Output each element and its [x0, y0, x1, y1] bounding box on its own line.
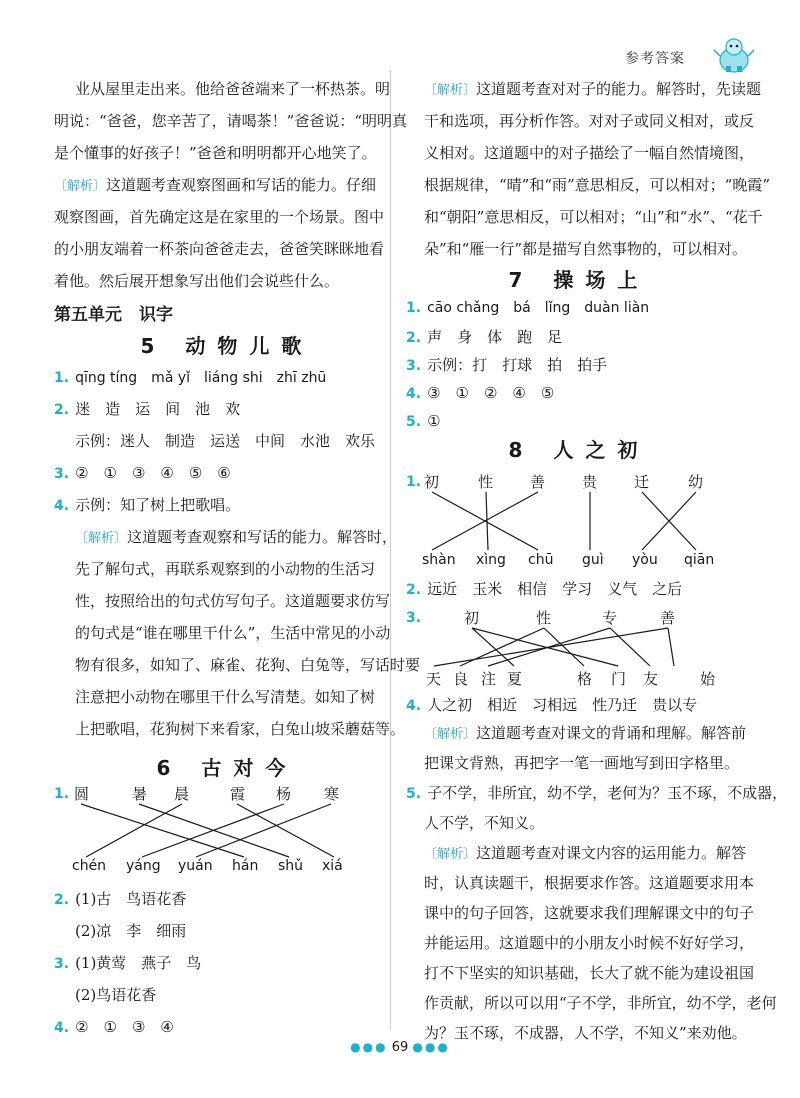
match-top-char: 霞: [230, 785, 246, 803]
intro-line: 是个懂事的好孩子！”爸爸和明明都开心地笑了。: [54, 144, 377, 162]
match-bottom-pinyin: yuán: [178, 858, 213, 874]
answer-line: 2. 远近 玉米 相信 学习 义气 之后: [406, 580, 683, 598]
analysis-paragraph: 〔解析〕这道题考查对课文的背诵和理解。解答前: [424, 724, 747, 742]
match-bottom-char: 门: [611, 670, 627, 688]
lesson-title: 8 人之初: [508, 438, 650, 462]
analysis-line: 先了解句式，再联系观察到的小动物的生活习: [75, 560, 376, 578]
answer-line: 2. 声 身 体 跑 足: [406, 328, 563, 346]
analysis-line: 时，认真读题干，根据要求作答。这道题要求用本: [424, 874, 755, 892]
analysis-line: 并能运用。这道题中的小朋友小时候不好好学习，: [424, 934, 755, 952]
match-bottom-char: 友: [643, 670, 659, 688]
answer-number: 1.: [406, 474, 422, 490]
answer-line: 4. 人之初 相近 习相远 性乃迁 贵以专: [406, 696, 698, 714]
match-top-char: 迁: [634, 473, 650, 491]
match-top-char: 幼: [688, 473, 704, 491]
match-top-char: 专: [602, 609, 618, 627]
analysis-line: 上把歌唱，花狗树下来看家，白兔山坡采蘑菇等。: [75, 720, 406, 738]
analysis-paragraph: 〔解析〕这道题考查对课文内容的运用能力。解答: [424, 844, 747, 862]
answer-line: 1. qīng tíng mǎ yǐ liáng shi zhī zhū: [54, 370, 327, 386]
match-top-char: 寒: [324, 785, 340, 803]
intro-line: 明说：“爸爸，您辛苦了，请喝茶！”爸爸说：“明明真: [54, 112, 408, 130]
analysis-tag: 〔解析〕: [54, 179, 107, 194]
match-bottom-pinyin: hán: [232, 858, 259, 874]
dots-decoration-icon: ●●●: [412, 1040, 450, 1054]
analysis-line: 作贡献，所以可以用“子不学，非所宜，幼不学，老何: [424, 994, 777, 1012]
analysis-line: 着他。然后展开想象写出他们会说些什么。: [54, 272, 340, 290]
answer-line: 4. 示例：知了树上把歌唱。: [54, 496, 241, 514]
match-bottom-pinyin: yáng: [126, 858, 161, 874]
match-top-char: 杨: [276, 785, 292, 803]
analysis-line: 性，按照给出的句式仿写句子。这道题要求仿写: [75, 592, 391, 610]
answer-line: 5. ①: [406, 412, 441, 430]
match-top-char: 善: [530, 473, 546, 491]
page-header: [0, 0, 800, 80]
mascot-icon: [712, 36, 756, 76]
answer-line: 3. (1)黄莺 燕子 鸟: [54, 954, 202, 972]
answer-number: 1.: [54, 786, 70, 802]
analysis-line: 根据规律，“晴”和“雨”意思相反，可以相对；“晚霞”: [424, 176, 771, 194]
match-bottom-pinyin: yòu: [632, 552, 658, 568]
answer-line: 4. ③ ① ② ④ ⑤: [406, 384, 555, 402]
lesson-title: 6 古对今: [156, 756, 298, 780]
lesson-title: 5 动物儿歌: [140, 334, 314, 358]
answer-line: (2)鸟语花香: [75, 986, 157, 1004]
match-bottom-char: 格: [577, 670, 593, 688]
match-bottom-char: 始: [700, 670, 716, 688]
match-bottom-pinyin: guì: [582, 552, 604, 568]
match-top-char: 初: [424, 473, 440, 491]
analysis-line: 朵”和“雁一行”都是描写自然事物的，可以相对。: [424, 240, 748, 258]
answer-number: 3.: [406, 610, 422, 626]
match-top-char: 暑: [132, 785, 148, 803]
answer-line: 示例：迷人 制造 运送 中间 水池 欢乐: [75, 432, 376, 450]
answer-line: 2. (1)古 鸟语花香: [54, 890, 187, 908]
match-lines-lesson8-q1: [406, 490, 752, 590]
analysis-line: 观察图画，首先确定这是在家里的一个场景。图中: [54, 208, 385, 226]
analysis-line: 打不下坚实的知识基础，长大了就不能为建设祖国: [424, 964, 755, 982]
match-bottom-pinyin: chén: [72, 858, 107, 874]
header-title: 参考答案: [625, 51, 685, 67]
match-bottom-pinyin: qiān: [684, 552, 715, 568]
answer-line: 4. ② ① ③ ④: [54, 1018, 174, 1036]
analysis-line: 注意把小动物在哪里干什么写清楚。如知了树: [75, 688, 376, 706]
analysis-paragraph: 〔解析〕这道题考查观察图画和写话的能力。仔细: [54, 176, 377, 194]
match-bottom-char: 天: [426, 670, 442, 688]
match-top-char: 性: [478, 473, 494, 491]
match-lines-lesson6: [54, 802, 400, 892]
match-top-char: 初: [464, 609, 480, 627]
answer-line: 3. 示例：打 打球 拍 拍手: [406, 356, 608, 374]
match-bottom-char: 注: [481, 670, 497, 688]
match-bottom-pinyin: shàn: [422, 552, 456, 568]
analysis-line: 物有很多，如知了、麻雀、花狗、白兔等，写话时要: [75, 656, 421, 674]
analysis-line: 干和选项，再分析作答。对对子或同义相对，或反: [424, 112, 755, 130]
unit-title: 第五单元 识字: [54, 305, 173, 325]
analysis-line: 的小朋友端着一杯茶向爸爸走去，爸爸笑眯眯地看: [54, 240, 385, 258]
answer-line: 1. cāo chǎng bá lǐng duàn liàn: [406, 300, 650, 316]
analysis-line: 的句式是“谁在哪里干什么”，生活中常见的小动: [75, 624, 391, 642]
analysis-paragraph: 〔解析〕这道题考查对对子的能力。解答时，先读题: [424, 80, 762, 98]
answer-line: 人不学，不知义。: [424, 814, 545, 832]
match-bottom-char: 良: [453, 670, 469, 688]
answer-line: 3. ② ① ③ ④ ⑤ ⑥: [54, 464, 231, 482]
match-bottom-pinyin: xiá: [322, 858, 343, 874]
dots-decoration-icon: ●●●: [350, 1040, 388, 1054]
analysis-line: 和“朝阳”意思相反，可以相对；“山”和“水”、“花千: [424, 208, 763, 226]
match-top-char: 贵: [582, 473, 598, 491]
answer-line: 2. 迷 造 运 间 池 欢: [54, 400, 241, 418]
analysis-line: 把课文背熟，再把字一笔一画地写到田字格里。: [424, 754, 740, 772]
match-bottom-char: 夏: [507, 670, 523, 688]
answer-line: (2)凉 李 细雨: [75, 922, 187, 940]
match-top-char: 圆: [74, 785, 90, 803]
analysis-line: 课中的句子回答，这就要求我们理解课文中的句子: [424, 904, 755, 922]
match-top-char: 晨: [174, 785, 190, 803]
match-top-char: 性: [536, 609, 552, 627]
analysis-line: 为？玉不琢，不成器，人不学，不知义”来劝他。: [424, 1024, 747, 1042]
match-bottom-pinyin: chū: [528, 552, 554, 568]
analysis-line: 义相对。这道题中的对子描绘了一幅自然情境图，: [424, 144, 755, 162]
match-bottom-pinyin: xìng: [476, 552, 506, 568]
analysis-paragraph: 〔解析〕这道题考查观察和写话的能力。解答时，: [75, 528, 398, 546]
answer-line: 5. 子不学，非所宜，幼不学，老何为？玉不琢，不成器，: [406, 784, 788, 802]
page-footer: [0, 1040, 800, 1055]
match-top-char: 善: [660, 609, 676, 627]
match-bottom-pinyin: shǔ: [278, 858, 304, 874]
page-number: 69: [391, 1040, 409, 1055]
intro-line: 业从屋里走出来。他给爸爸端来了一杯热茶。明: [75, 80, 391, 98]
lesson-title: 7 操场上: [508, 268, 650, 292]
